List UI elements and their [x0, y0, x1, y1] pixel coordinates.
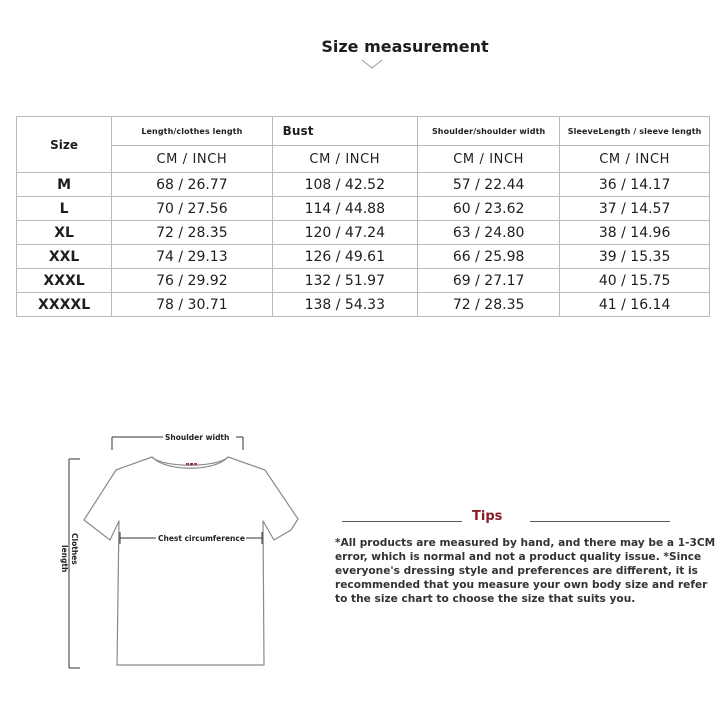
page-title: Size measurement	[321, 37, 489, 56]
divider	[342, 521, 462, 522]
size-cell: XL	[17, 221, 112, 245]
unit-label: CM / INCH	[112, 146, 272, 173]
tips-line: everyone's dressing style and preferences are different, it is	[335, 565, 698, 577]
collar-stitch	[186, 463, 197, 465]
value-cell: 120 / 47.24	[272, 221, 417, 245]
size-cell: XXXL	[17, 269, 112, 293]
length-header: Length/clothes length	[112, 117, 272, 146]
value-cell: 74 / 29.13	[112, 245, 272, 269]
value-cell: 68 / 26.77	[112, 173, 272, 197]
unit-label: CM / INCH	[560, 146, 710, 173]
value-cell: 72 / 28.35	[418, 293, 560, 317]
unit-label: CM / INCH	[418, 146, 560, 173]
value-cell: 132 / 51.97	[272, 269, 417, 293]
tips-line: *All products are measured by hand, and there may be a 1-3CM	[335, 537, 716, 549]
value-cell: 108 / 42.52	[272, 173, 417, 197]
length-label-2: length	[60, 545, 69, 573]
value-cell: 40 / 15.75	[560, 269, 710, 293]
value-cell: 72 / 28.35	[112, 221, 272, 245]
value-cell: 39 / 15.35	[560, 245, 710, 269]
length-label-1: Clothes	[70, 533, 79, 565]
tips-line: error, which is normal and not a product quality issue. *Since	[335, 551, 702, 563]
shoulder-header: Shoulder/shoulder width	[418, 117, 560, 146]
size-cell: M	[17, 173, 112, 197]
value-cell: 41 / 16.14	[560, 293, 710, 317]
chest-label: Chest circumference	[158, 534, 245, 543]
value-cell: 76 / 29.92	[112, 269, 272, 293]
tips-text	[335, 536, 716, 606]
value-cell: 66 / 25.98	[418, 245, 560, 269]
sleeve-header: SleeveLength / sleeve length	[560, 117, 710, 146]
value-cell: 37 / 14.57	[560, 197, 710, 221]
tshirt-outline	[84, 457, 298, 665]
tips-line: recommended that you measure your own body size and refer	[335, 579, 708, 591]
value-cell: 60 / 23.62	[418, 197, 560, 221]
value-cell: 38 / 14.96	[560, 221, 710, 245]
shoulder-width-label: Shoulder width	[165, 433, 230, 442]
divider	[530, 521, 670, 522]
unit-label: CM / INCH	[272, 146, 417, 173]
bust-header: Bust	[272, 117, 417, 146]
tips-title: Tips	[472, 509, 503, 524]
size-header: Size	[17, 117, 112, 173]
value-cell: 78 / 30.71	[112, 293, 272, 317]
value-cell: 114 / 44.88	[272, 197, 417, 221]
size-cell: XXL	[17, 245, 112, 269]
value-cell: 63 / 24.80	[418, 221, 560, 245]
value-cell: 126 / 49.61	[272, 245, 417, 269]
value-cell: 138 / 54.33	[272, 293, 417, 317]
value-cell: 69 / 27.17	[418, 269, 560, 293]
tips-line: to the size chart to choose the size that suits you.	[335, 593, 636, 605]
size-cell: L	[17, 197, 112, 221]
size-cell: XXXXL	[17, 293, 112, 317]
value-cell: 57 / 22.44	[418, 173, 560, 197]
value-cell: 70 / 27.56	[112, 197, 272, 221]
value-cell: 36 / 14.17	[560, 173, 710, 197]
